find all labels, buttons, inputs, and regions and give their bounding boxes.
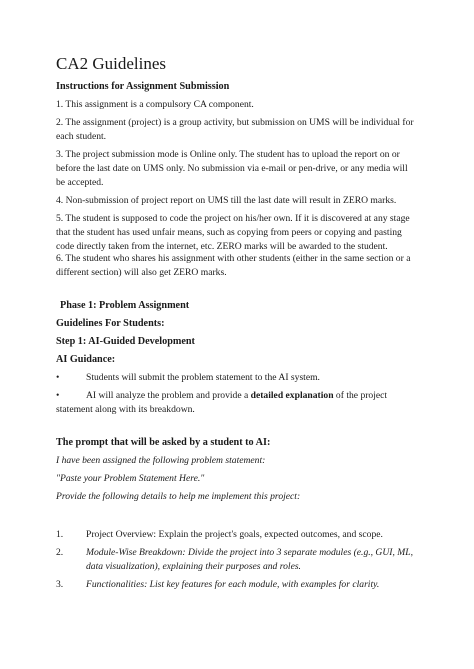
- bullet-text-1: Students will submit the problem statement to the AI system.: [86, 372, 320, 383]
- bullet-text-2-bold: detailed explanation: [250, 390, 334, 401]
- list-text: Project Overview: Explain the project's goals, expected outcomes, and scope.: [86, 529, 383, 540]
- bullet-item: [56, 371, 418, 385]
- bullet-text-2-end: of the project statement along with its breakdown.: [56, 390, 388, 416]
- bullet-item: [56, 389, 418, 417]
- prompt-line-1: I have been assigned the following problem statement:: [56, 455, 266, 466]
- phase1-heading: Phase 1: Problem Assignment: [60, 300, 190, 311]
- instruction-item-1: 1. This assignment is a compulsory CA component.: [56, 99, 254, 110]
- list-text: Functionalities: List key features for each module, with examples for clarity.: [86, 579, 380, 590]
- prompt-list-item: [56, 578, 418, 592]
- instruction-item-6: 6. The student who shares his assignment with other students (either in the same section or a different section) will also get ZERO marks.: [56, 253, 411, 279]
- prompt-list-item: [56, 528, 418, 542]
- instructions-heading: Instructions for Assignment Submission: [56, 81, 230, 92]
- guidelines-heading: Guidelines For Students:: [56, 318, 165, 329]
- prompt-line-3: Provide the following details to help me implement this project:: [56, 491, 301, 502]
- list-number: 3.: [56, 579, 64, 590]
- instruction-item-3: 3. The project submission mode is Online only. The student has to upload the report on or before the last date on UMS only. No submission via e-mail or pen-drive, or any media will be accepted.: [56, 149, 408, 189]
- step1-heading: Step 1: AI-Guided Development: [56, 336, 195, 347]
- document-title: CA2 Guidelines: [56, 54, 167, 73]
- instruction-item-5: 5. The student is supposed to code the project on his/her own. If it is discovered at any stage that the student has used unfair means, such as copying from peers or copying and pasting code directly taken from the internet, etc. ZERO marks will be awarded to the student.: [56, 213, 410, 253]
- list-text: Module-Wise Breakdown: Divide the project into 3 separate modules (e.g., GUI, ML, data visualization), explaining their purposes and roles.: [86, 547, 414, 573]
- instruction-item-4: 4. Non-submission of project report on UMS till the last date will result in ZERO marks.: [56, 195, 397, 206]
- prompt-heading: The prompt that will be asked by a student to AI:: [56, 437, 271, 448]
- list-number: 2.: [56, 547, 64, 558]
- prompt-list-item: [56, 546, 418, 574]
- bullet-text-2-start: AI will analyze the problem and provide a: [86, 390, 251, 401]
- bullet-icon: •: [56, 390, 60, 401]
- instruction-item-2: 2. The assignment (project) is a group activity, but submission on UMS will be individual for each student.: [56, 117, 414, 143]
- ai-guidance-heading: AI Guidance:: [56, 354, 116, 365]
- bullet-icon: •: [56, 372, 60, 383]
- bullet-text-2: [56, 389, 418, 417]
- prompt-line-2: "Paste your Problem Statement Here.": [56, 473, 205, 484]
- list-number: 1.: [56, 529, 64, 540]
